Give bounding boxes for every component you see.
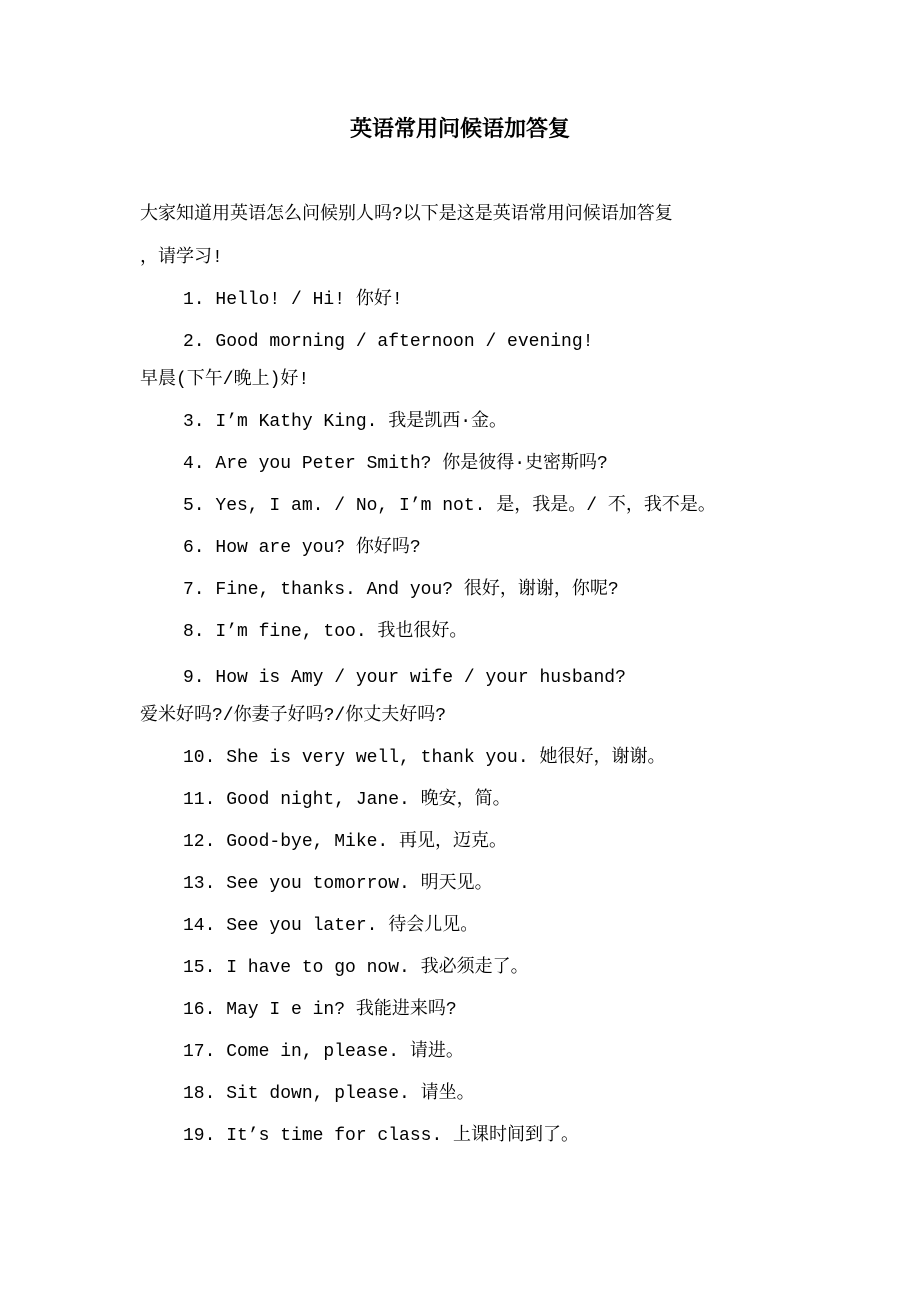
- list-item-14: 14. See you later. 待会儿见。: [183, 916, 479, 936]
- list-item-9-continuation: 爱米好吗?/你妻子好吗?/你丈夫好吗?: [140, 706, 447, 726]
- list-item-10: 10. She is very well, thank you. 她很好，谢谢。: [183, 748, 666, 768]
- list-item-12: 12. Good-bye, Mike. 再见，迈克。: [183, 832, 508, 852]
- list-item-18: 18. Sit down, please. 请坐。: [183, 1084, 475, 1104]
- document-body: [140, 200, 790, 1163]
- list-item-1: 1. Hello! / Hi! 你好!: [183, 290, 403, 310]
- list-item-4: 4. Are you Peter Smith? 你是彼得·史密斯吗?: [183, 454, 608, 474]
- list-item-7: 7. Fine, thanks. And you? 很好，谢谢，你呢?: [183, 580, 619, 600]
- list-item-17: 17. Come in, please. 请进。: [183, 1042, 464, 1062]
- list-item-2-continuation: 早晨(下午/晚上)好!: [140, 370, 310, 390]
- document-title: 英语常用问候语加答复: [349, 116, 570, 142]
- list-item-8: 8. I’m fine, too. 我也很好。: [183, 622, 468, 642]
- list-item-9: 9. How is Amy / your wife / your husband?: [183, 668, 626, 688]
- list-item-11: 11. Good night, Jane. 晚安，简。: [183, 790, 511, 810]
- list-item-3: 3. I’m Kathy King. 我是凯西·金。: [183, 412, 508, 432]
- list-item-13: 13. See you tomorrow. 明天见。: [183, 874, 493, 894]
- list-item-2: 2. Good morning / afternoon / evening!: [183, 332, 594, 352]
- list-item-6: 6. How are you? 你好吗?: [183, 538, 421, 558]
- list-item-19: 19. It’s time for class. 上课时间到了。: [183, 1126, 580, 1146]
- list-item-16: 16. May I e in? 我能进来吗?: [183, 1000, 457, 1020]
- intro-line-2: ，请学习!: [140, 248, 223, 268]
- list-item-5: 5. Yes, I am. / No, I’m not. 是，我是。/ 不，我不是。: [183, 496, 716, 516]
- intro-line-1: 大家知道用英语怎么问候别人吗?以下是这是英语常用问候语加答复: [140, 205, 673, 225]
- list-item-15: 15. I have to go now. 我必须走了。: [183, 958, 529, 978]
